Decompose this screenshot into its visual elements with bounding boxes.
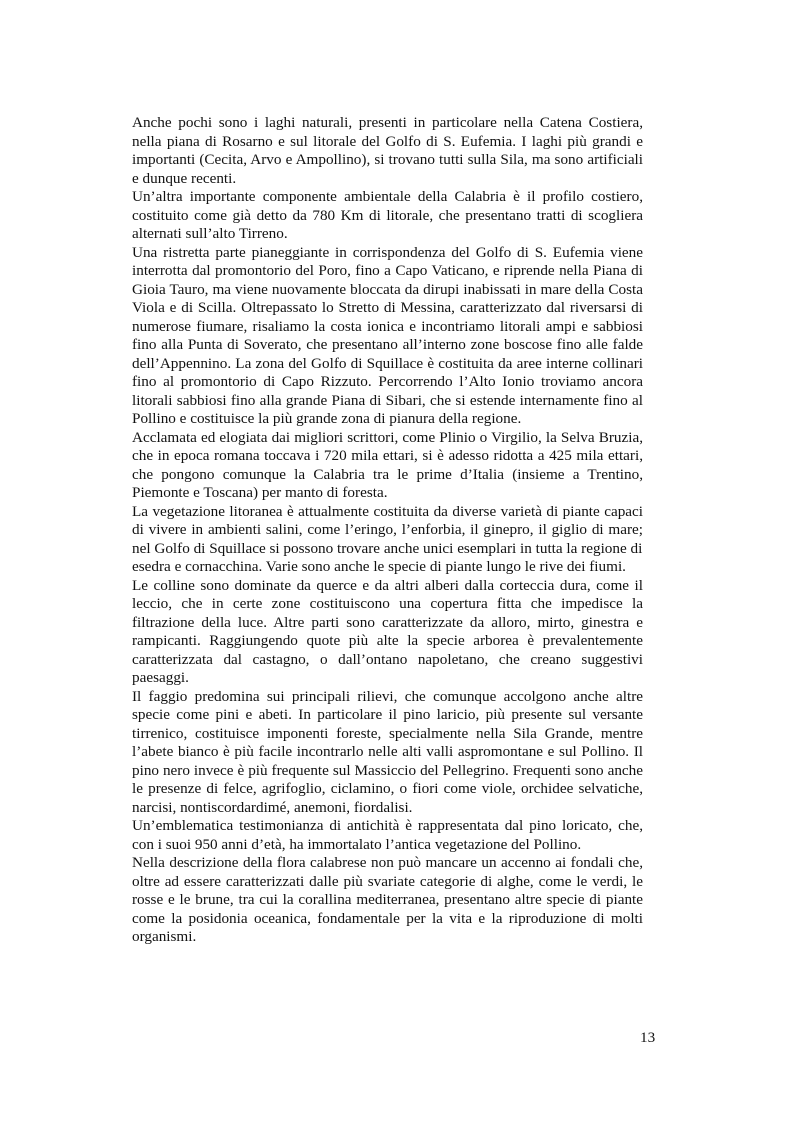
body-text <box>132 114 643 947</box>
paragraph-pino-loricato: Un’emblematica testimonianza di antichità è rappresentata dal pino loricato, che, con i suoi 950 anni d’età, ha immortalato l’antica vegetazione del Pollino. <box>132 817 643 853</box>
paragraph-beech-pines: Il faggio predomina sui principali rilievi, che comunque accolgono anche altre specie come pini e abeti. In particolare il pino laricio, più presente sul versante tirrenico, costituisce imponenti foreste, specialmente nella Sila Grande, mentre l’abete bianco è più facile incontrarlo nelle alti valli aspromontane e sul Pollino. Il pino nero invece è più frequente sul Massiccio del Pellegrino. Frequenti sono anche le presenze di felce, agrifoglio, ciclamino, o fiori come viole, orchidee selvatiche, narcisi, nontiscordardimé, anemoni, fiordalisi. <box>132 687 643 816</box>
paragraph-river-plants: esedra e cornacchina. Varie sono anche le specie di piante lungo le rive dei fiumi. <box>132 558 626 575</box>
page-number: 13 <box>640 1029 656 1046</box>
paragraph-seabed-flora: Nella descrizione della flora calabrese non può mancare un accenno ai fondali che, oltre ad essere caratterizzati dalle più svariate categorie di alghe, come le verdi, le rosse e le brune, tra cui la corallina mediterranea, presentano altre specie di piante come la posidonia oceanica, fondamentale per la vita e la riproduzione di molti organismi. <box>132 854 643 945</box>
paragraph-coastal-vegetation: La vegetazione litoranea è attualmente costituita da diverse varietà di piante capaci di vivere in ambienti salini, come l’eringo, l’enforbia, il ginepro, il giglio di mare; nel Golfo di Squillace si possono trovare anche unici esemplari in tutta la regione di <box>132 502 643 557</box>
paragraph-hills: Le colline sono dominate da querce e da altri alberi dalla corteccia dura, come il leccio, che in certe zone costituiscono una copertura fitta che impedisce la filtrazione della luce. Altre parti sono caratterizzate da alloro, mirto, ginestra e rampicanti. Raggiungendo quote più alte la specie arborea è prevalentemente caratterizzata dal castagno, o dall’ontano napoletano, che creano suggestivi paesaggi. <box>132 576 643 686</box>
paragraph-lakes: Anche pochi sono i laghi naturali, presenti in particolare nella Catena Costiera, nella piana di Rosarno e sul litorale del Golfo di S. Eufemia. I laghi più grandi e importanti (Cecita, Arvo e Ampollino), si trovano tutti sulla Sila, ma sono artificiali e dunque recenti. <box>132 114 643 187</box>
paragraph-plains: Una ristretta parte pianeggiante in corrispondenza del Golfo di S. Eufemia viene interrotta dal promontorio del Poro, fino a Capo Vaticano, e riprende nella Piana di Gioia Tauro, ma viene nuovamente bloccata da dirupi inabissati in mare della Costa Viola e di Scilla. Oltrepassato lo Stretto di Messina, caratterizzato dal riversarsi di numerose fiumare, risaliamo la costa ionica e incontriamo litorali ampi e sabbiosi fino alla Punta di Soverato, che presentano all’interno zone boscose fino alle falde dell’Appennino. La zona del Golfo di Squillace è costituita da aree interne collinari fino al promontorio di Capo Rizzuto. Percorrendo l’Alto Ionio troviamo ancora litorali sabbiosi fino alla grande Piana di Sibari, che si estende internamente fino al Pollino e costituisce la più grande zona di pianura della regione. <box>132 243 643 427</box>
paragraph-forest: Acclamata ed elogiata dai migliori scrittori, come Plinio o Virgilio, la Selva Bruzia, che in epoca romana toccava i 720 mila ettari, si è adesso ridotta a 425 mila ettari, che pongono comunque la Calabria tra le prime d’Italia (insieme a Trentino, Piemonte e Toscana) per manto di foresta. <box>132 428 643 501</box>
paragraph-coastline: Un’altra importante componente ambientale della Calabria è il profilo costiero, costituito come già detto da 780 Km di litorale, che presentano tratti di scogliera alternati sull’alto Tirreno. <box>132 188 643 242</box>
